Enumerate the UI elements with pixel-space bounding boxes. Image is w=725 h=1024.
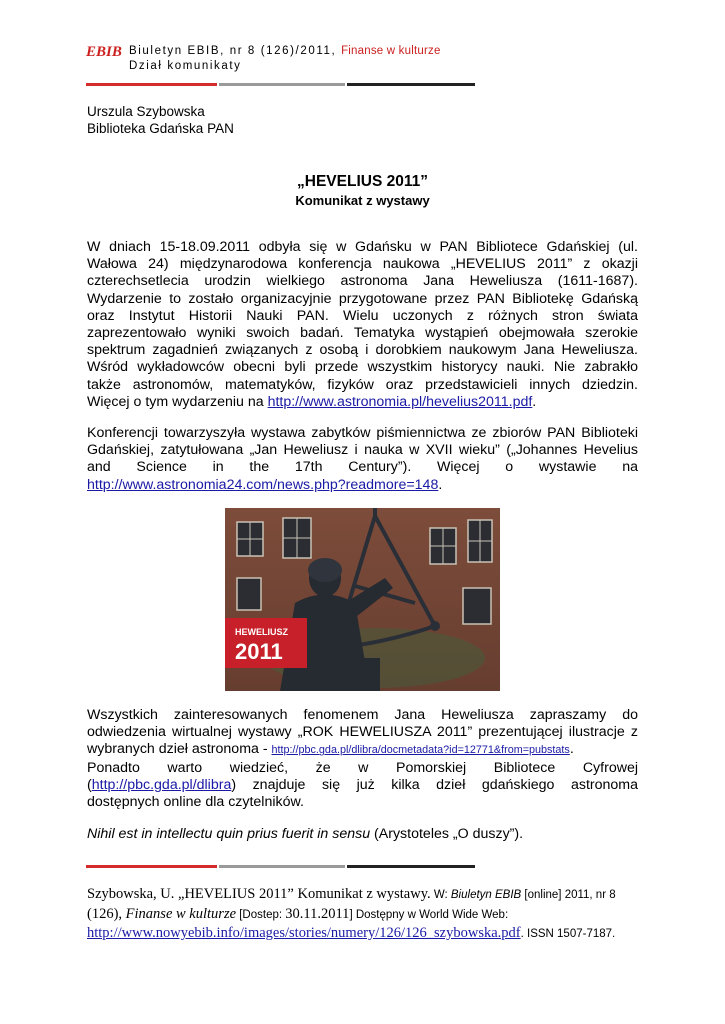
- citation-text: Szybowska, U. „HEVELIUS 2011” Komunikat z wystawy.: [87, 886, 431, 902]
- text-fragment: .: [438, 476, 443, 493]
- text-line: W dniach 15-18.09.2011 odbyła się w Gdańsku w PAN Bibliotece Gdańskiej (ul.: [87, 239, 638, 255]
- page-title: „HEVELIUS 2011”: [297, 173, 428, 190]
- paragraph-2: [87, 425, 638, 494]
- journal-header: [129, 45, 441, 57]
- citation-text: ] Dostępny w World Wide Web:: [349, 908, 509, 921]
- footer-rule: [86, 865, 475, 868]
- text-line: Wszystkich zainteresowanych fenomenem Jana Heweliusza zapraszamy do: [87, 707, 638, 723]
- banner-line-2: 2011: [235, 639, 283, 664]
- paragraph-1: [87, 239, 638, 411]
- text-line: Wśród wykładowców obecni byli przede wszystkim historycy nauki. Nie zabrakło: [87, 359, 638, 376]
- title-block: [87, 172, 638, 209]
- issue-theme: Finanse w kulturze: [341, 45, 441, 57]
- text-fragment: (: [87, 776, 92, 793]
- text-line: Konferencji towarzyszyła wystawa zabytków piśmiennictwa ze zbiorów PAN Biblioteki: [87, 425, 638, 441]
- text-line: Wałowa 24) międzynarodowa konferencja naukowa „HEVELIUS 2011” z okazji: [87, 256, 638, 273]
- citation-journal: Biuletyn EBIB: [450, 889, 522, 901]
- virtual-exhibition-link[interactable]: http://pbc.gda.pl/dlibra/docmetadata?id=12771&from=pubstats: [271, 744, 570, 757]
- hevelius-pdf-link[interactable]: http://www.astronomia.pl/hevelius2011.pdf: [267, 393, 533, 410]
- header-rule: [86, 83, 475, 86]
- ebib-logo: EBIB: [86, 44, 122, 60]
- citation-text: W:: [430, 889, 451, 901]
- article-link[interactable]: http://www.nowyebib.info/images/stories/numery/126/126_szybowska.pdf: [87, 925, 521, 941]
- paragraph-3: [87, 707, 638, 811]
- section-name: Dział komunikaty: [129, 60, 242, 72]
- quote-source: (Arystoteles „O duszy”).: [370, 826, 524, 842]
- text-line: [87, 741, 638, 759]
- astronomia24-link[interactable]: http://www.astronomia24.com/news.php?readmore=148: [87, 476, 439, 493]
- photo-illustration: [225, 508, 500, 691]
- page-subtitle: Komunikat z wystawy: [295, 193, 430, 208]
- text-line: także astronomów, matematyków, fizyków oraz przedstawicieli innych dziedzin.: [87, 376, 638, 393]
- journal-name: Biuletyn EBIB, nr 8 (126)/2011,: [129, 45, 337, 57]
- text-line: czterechsetlecia urodzin wielkiego astronoma Jana Heweliusza (1611-1687).: [87, 273, 638, 290]
- latin-quote: Nihil est in intellectu quin prius fuerit in sensu: [87, 826, 371, 842]
- author-block: [87, 103, 234, 137]
- text-line: dostępnych online dla czytelników.: [87, 794, 304, 811]
- text-line: spektrum zagadnień związanych z osobą i dorobkiem naukowym Jana Heweliusza.: [87, 342, 638, 359]
- text-fragment: Więcej o tym wydarzeniu na: [87, 393, 268, 410]
- text-line: [87, 394, 638, 411]
- text-line: odwiedzenia wirtualnej wystawy „ROK HEWELIUSZA 2011” prezentującej ilustracje z: [87, 724, 638, 741]
- citation-text: [online] 2011, nr 8: [521, 889, 616, 901]
- banner-line-1: HEWELIUSZ: [235, 627, 288, 637]
- text-fragment: .: [532, 393, 537, 410]
- author-name: Urszula Szybowska: [87, 104, 205, 119]
- text-fragment: wybranych dzieł astronoma -: [87, 741, 272, 758]
- text-line: and Science in the 17th Century”). Więcej o wystawie na: [87, 459, 638, 476]
- text-line: Wydarzenie to zostało organizacyjnie przygotowane przez PAN Bibliotekę Gdańską: [87, 290, 638, 307]
- text-fragment: .: [569, 741, 574, 758]
- pbc-dlibra-link[interactable]: http://pbc.gda.pl/dlibra: [91, 776, 232, 793]
- hevelius-monument-photo: [225, 508, 500, 691]
- text-line: Ponadto warto wiedzieć, że w Pomorskiej Bibliotece Cyfrowej: [87, 759, 638, 776]
- text-line: Gdańskiej, zatytułowana „Jan Heweliusz i nauka w XVII wieku” („Johannes Hevelius: [87, 442, 638, 459]
- citation-issn: . ISSN 1507-7187.: [520, 928, 616, 940]
- text-line: [87, 477, 638, 494]
- text-line: zaprezentowało wyniki swoich badań. Tematyka wystąpień obejmowała szerokie: [87, 325, 638, 342]
- quote-paragraph: [87, 826, 638, 843]
- text-fragment: ) znajduje się już kilka dzieł gdańskiego astronoma: [231, 776, 638, 793]
- citation-date: 30.11.2011: [285, 905, 350, 922]
- citation-theme: Finanse w kulturze: [125, 905, 237, 922]
- text-line: oraz Instytut Historii Nauki PAN. Wielu uczonych z różnych stron świata: [87, 307, 638, 324]
- citation-text: [Dostep:: [236, 908, 286, 921]
- citation-text: (126),: [87, 905, 126, 922]
- text-line: [87, 777, 638, 794]
- citation: [87, 885, 647, 944]
- author-affiliation: Biblioteka Gdańska PAN: [87, 121, 234, 136]
